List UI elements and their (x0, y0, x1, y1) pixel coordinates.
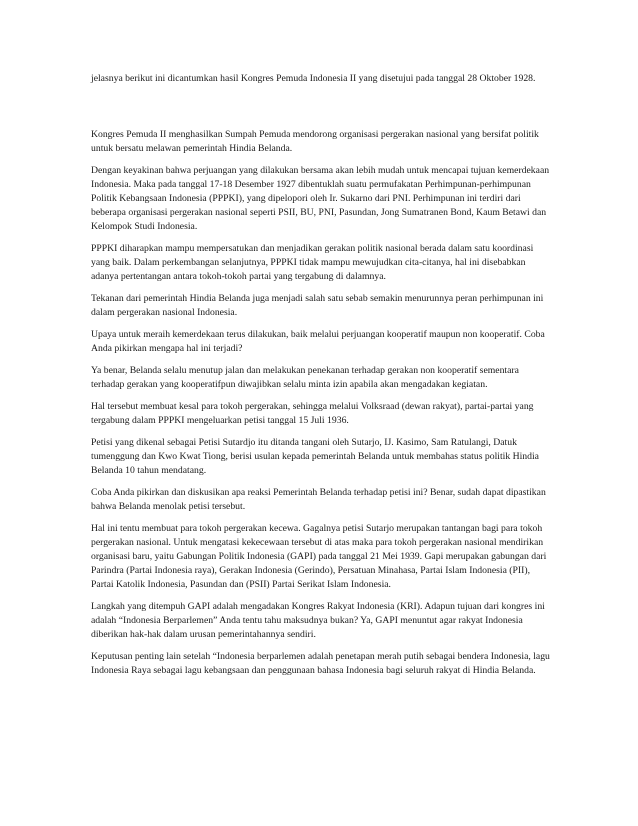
paragraph-petition: Hal tersebut membuat kesal para tokoh pergerakan, sehingga melalui Volksraad (dewan rakyat), partai-partai yang tergabung dalam PPPKI mengeluarkan petisi tanggal 15 Juli 1936. (91, 401, 534, 426)
paragraph-pppki-formation: Dengan keyakinan bahwa perjuangan yang dilakukan bersama akan lebih mudah untuk mencapai tujuan kemerdekaan Indonesia. Maka pada tanggal 17-18 Desember 1927 dibentuklah suatu permufakatan Perhimpunan-perhimpunan Politik Kebangsaan Indonesia (PPPKI), yang dipelopori oleh Ir. Sukarno dari PNI. Perhimpunan ini terdiri dari beberapa organisasi pergerakan nasional seperti PSII, BU, PNI, Pasundan, Jong Sumatranen Bond, Kaum Betawi dan Kelompok Studi Indonesia. (91, 165, 550, 232)
paragraph-kri-congress: Langkah yang ditempuh GAPI adalah mengadakan Kongres Rakyat Indonesia (KRI). Adapun tujuan dari kongres ini adalah “Indonesia Berparlemen” Anda tentu tahu maksudnya bukan? Ya, GAPI menuntut agar rakyat Indonesia diberikan hak-hak dalam urusan pemerintahannya sendiri. (91, 601, 545, 640)
document-body (91, 72, 551, 686)
paragraph-sumpah-pemuda: Kongres Pemuda II menghasilkan Sumpah Pemuda mendorong organisasi pergerakan nasional yang bersifat politik untuk bersatu melawan pemerintah Hindia Belanda. (91, 129, 539, 154)
paragraph-petition-rejected: Coba Anda pikirkan dan diskusikan apa reaksi Pemerintah Belanda terhadap petisi ini? Benar, sudah dapat dipastikan bahwa Belanda menolak petisi tersebut. (91, 487, 546, 512)
paragraph-dutch-pressure: Tekanan dari pemerintah Hindia Belanda juga menjadi salah satu sebab semakin menurunnya peran perhimpunan ini dalam pergerakan nasional Indonesia. (91, 293, 544, 318)
paragraph-decisions: Keputusan penting lain setelah “Indonesia berparlemen adalah penetapan merah putih sebagai bendera Indonesia, lagu Indonesia Raya sebagai lagu kebangsaan dan penggunaan bahasa Indonesia bagi seluruh rakyat di Hindia Belanda. (91, 651, 550, 676)
paragraph-gapi-founding: Hal ini tentu membuat para tokoh pergerakan kecewa. Gagalnya petisi Sutarjo merupakan tantangan bagi para tokoh pergerakan nasional. Untuk mengatasi kekecewaan tersebut di atas maka para tokoh pergerakan nasional mendirikan organisasi baru, yaitu Gabungan Politik Indonesia (GAPI) pada tanggal 21 Mei 1939. Gapi merupakan gabungan dari Parindra (Partai Indonesia raya), Gerakan Indonesia (Gerindo), Persatuan Minahasa, Partai Islam Indonesia (PII), Partai Katolik Indonesia, Pasundan dan (PSII) Partai Serikat Islam Indonesia. (91, 523, 547, 590)
paragraph-dutch-suppression: Ya benar, Belanda selalu menutup jalan dan melakukan penekanan terhadap gerakan non kooperatif sementara terhadap gerakan yang kooperatifpun diwajibkan selalu minta izin apabila akan mengadakan kegiatan. (91, 365, 519, 390)
paragraph-independence-efforts: Upaya untuk meraih kemerdekaan terus dilakukan, baik melalui perjuangan kooperatif maupun non kooperatif. Coba Anda pikirkan mengapa hal ini terjadi? (91, 329, 545, 354)
paragraph-petisi-sutardjo: Petisi yang dikenal sebagai Petisi Sutardjo itu ditanda tangani oleh Sutarjo, IJ. Kasimo, Sam Ratulangi, Datuk tumenggung dan Kwo Kwat Tiong, berisi usulan kepada pemerintah Belanda untuk membahas status politik Hindia Belanda 10 tahun mendatang. (91, 437, 539, 476)
paragraph-intro: jelasnya berikut ini dicantumkan hasil Kongres Pemuda Indonesia II yang disetujui pada tanggal 28 Oktober 1928. (91, 73, 536, 84)
paragraph-pppki-failure: PPPKI diharapkan mampu mempersatukan dan menjadikan gerakan politik nasional berada dalam satu koordinasi yang baik. Dalam perkembangan selanjutnya, PPPKI tidak mampu mewujudkan cita-citanya, hal ini disebabkan adanya pertentangan antara tokoh-tokoh partai yang tergabung di dalamnya. (91, 243, 534, 282)
